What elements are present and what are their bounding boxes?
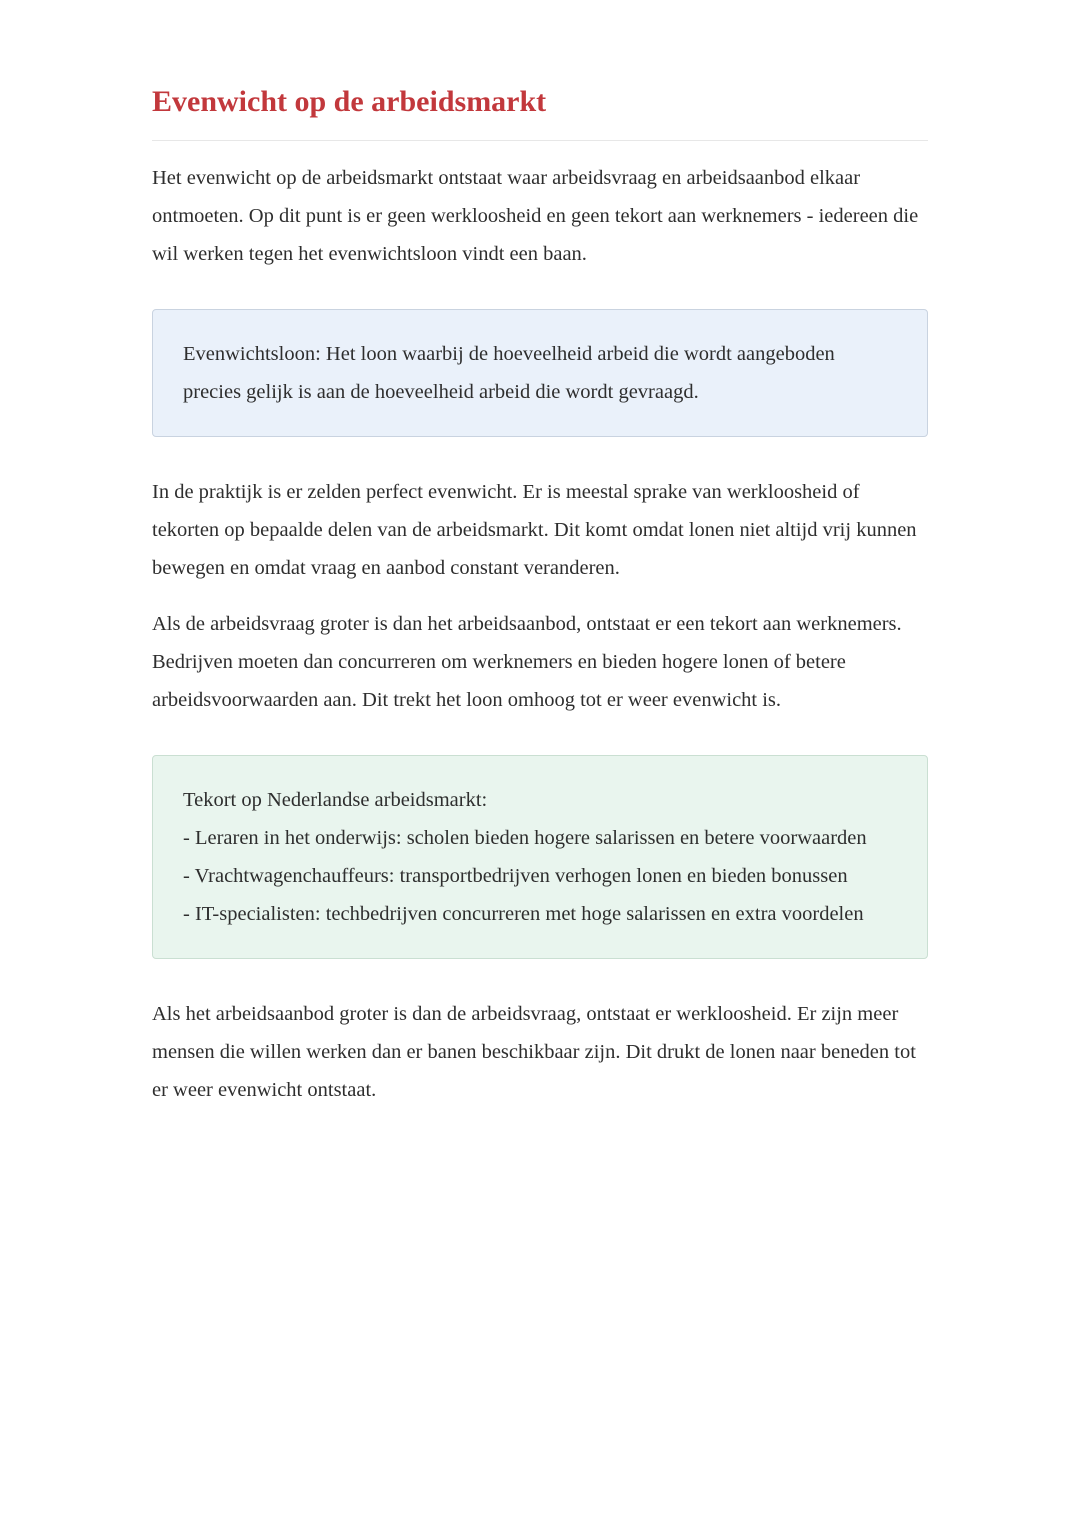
paragraph-practice: In de praktijk is er zelden perfect evenwicht. Er is meestal sprake van werkloosheid of tekorten op bepaalde delen van de arbeidsmarkt. Dit komt omdat lonen niet altijd vrij kunnen bewegen en omdat vraag en aanbod constant veranderen.: [152, 481, 917, 579]
page-title: Evenwicht op de arbeidsmarkt: [152, 85, 547, 118]
definition-callout: [152, 309, 928, 437]
examples-callout: [152, 755, 928, 959]
title-divider: [152, 140, 928, 141]
document-page: [152, 0, 928, 1109]
paragraph-intro: Het evenwicht op de arbeidsmarkt ontstaat waar arbeidsvraag en arbeidsaanbod elkaar ontmoeten. Op dit punt is er geen werkloosheid en geen tekort aan werknemers - iedereen die wil werken tegen het evenwichtsloon vindt een baan.: [152, 167, 919, 265]
examples-callout-item: - IT-specialisten: techbedrijven concurreren met hoge salarissen en extra voordelen: [183, 903, 864, 925]
paragraph-surplus: Als het arbeidsaanbod groter is dan de arbeidsvraag, ontstaat er werkloosheid. Er zijn meer mensen die willen werken dan er banen beschikbaar zijn. Dit drukt de lonen naar beneden tot er weer evenwicht ontstaat.: [152, 1003, 916, 1101]
paragraph-shortage: Als de arbeidsvraag groter is dan het arbeidsaanbod, ontstaat er een tekort aan werknemers. Bedrijven moeten dan concurreren om werknemers en bieden hogere lonen of betere arbeidsvoorwaarden aan. Dit trekt het loon omhoog tot er weer evenwicht is.: [152, 613, 902, 711]
definition-callout-text: Evenwichtsloon: Het loon waarbij de hoeveelheid arbeid die wordt aangeboden precies gelijk is aan de hoeveelheid arbeid die wordt gevraagd.: [183, 343, 835, 403]
examples-callout-item: - Leraren in het onderwijs: scholen bieden hogere salarissen en betere voorwaarden: [183, 827, 867, 849]
examples-callout-item: - Vrachtwagenchauffeurs: transportbedrijven verhogen lonen en bieden bonussen: [183, 865, 848, 887]
examples-callout-title: Tekort op Nederlandse arbeidsmarkt:: [183, 789, 488, 811]
